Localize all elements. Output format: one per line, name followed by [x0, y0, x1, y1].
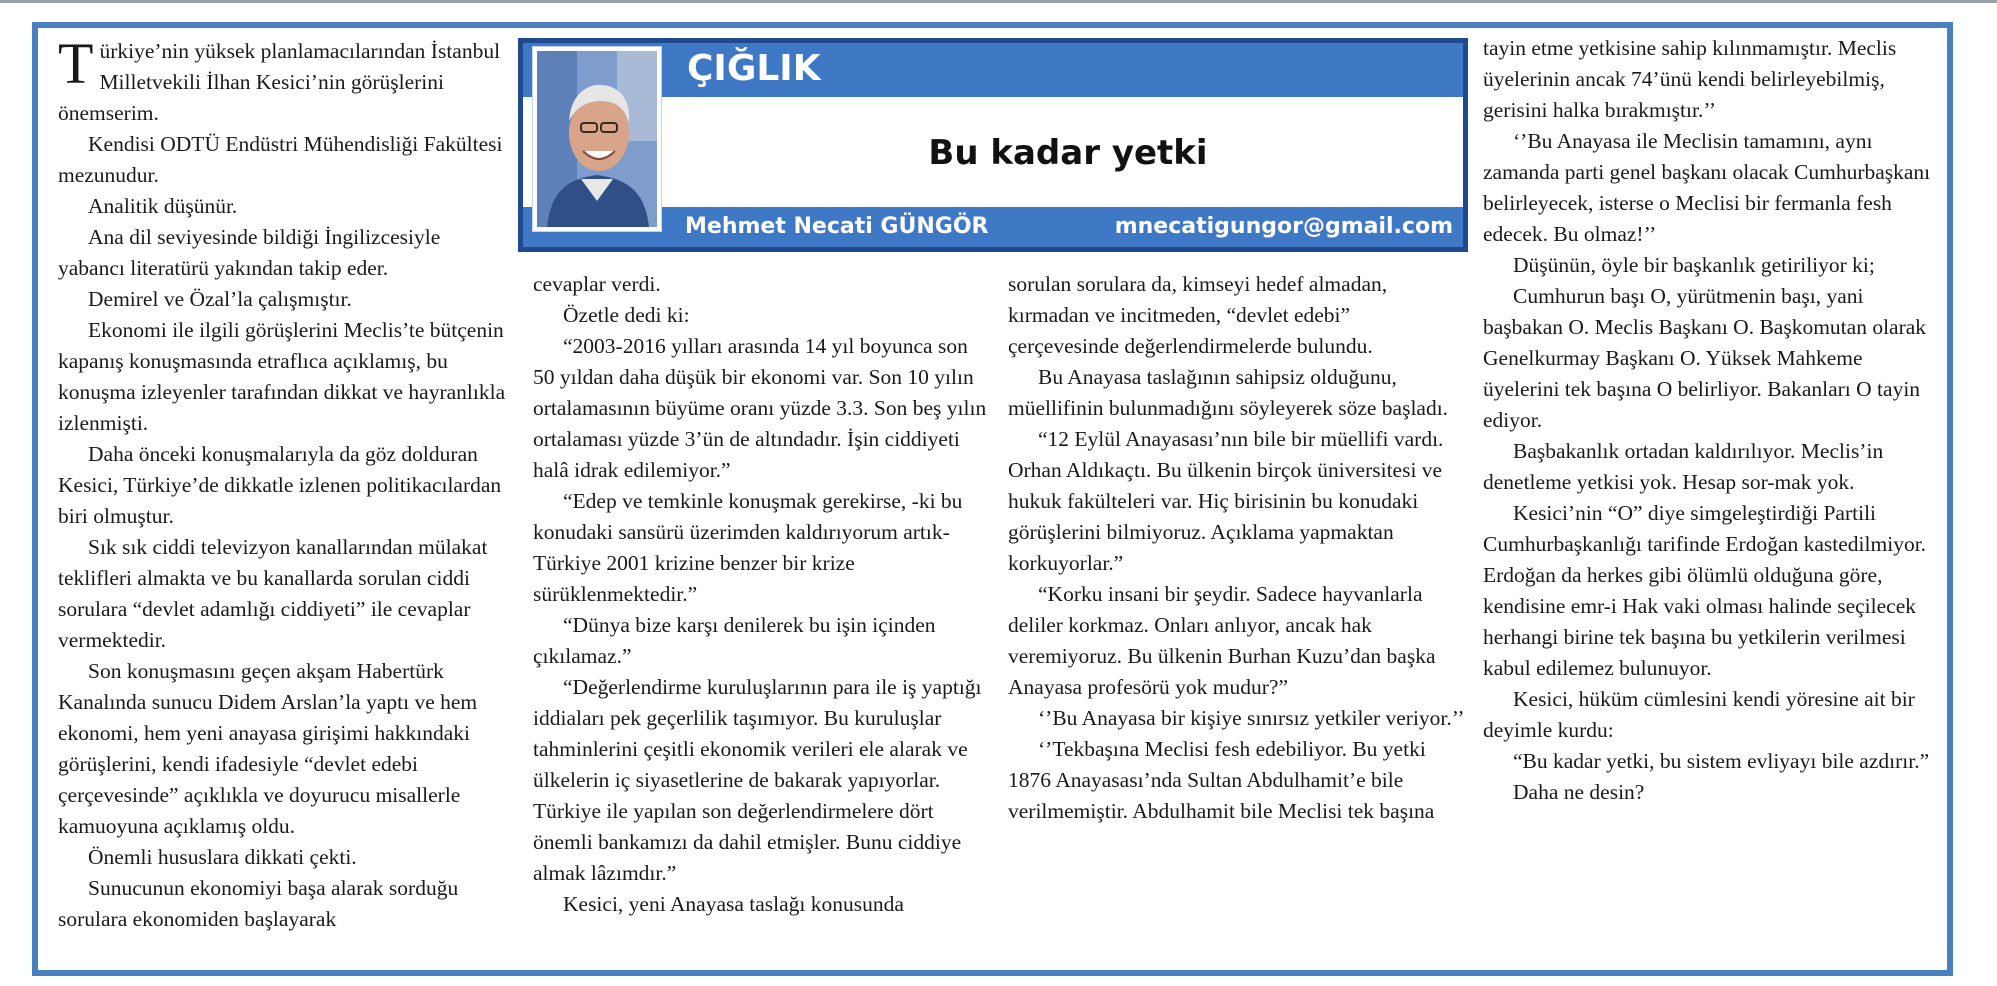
paragraph: Düşünün, öyle bir başkanlık getiriliyor ki; — [1513, 253, 1875, 277]
paragraph: Önemli hususlara dikkati çekti. — [88, 845, 357, 869]
paragraph: Başbakanlık ortadan kaldırılıyor. Meclis’in denetleme yetkisi yok. Hesap sor-mak yok. — [1483, 439, 1884, 494]
paragraph: ‘’Bu Anayasa ile Meclisin tamamını, aynı zamanda parti genel başkanı olacak Cumhurbaşkanı belirleyecek, isterse o Meclisi bir fermanla fesh edecek. Bu olmaz!’’ — [1483, 129, 1931, 246]
paragraph: Ana dil seviyesinde bildiği İngilizcesiyle yabancı literatürü yakından takip eder. — [58, 225, 441, 280]
text-column-4 — [1483, 33, 1938, 808]
top-rule — [0, 0, 1997, 3]
paragraph: Kesici, yeni Anayasa taslağı konusunda — [563, 892, 904, 916]
author-name: Mehmet Necati GÜNGÖR — [685, 214, 989, 239]
paragraph: Daha önceki konuşmalarıyla da göz dolduran Kesici, Türkiye’de dikkatle izlenen politikacılardan biri olmuştur. — [58, 442, 502, 528]
paragraph: “Dünya bize karşı denilerek bu işin içinden çıkılamaz.” — [533, 613, 936, 668]
paragraph: sorulan sorulara da, kimseyi hedef almadan, kırmadan ve incitmeden, “devlet edebi” çerçevesinde değerlendirmelerde bulundu. — [1008, 272, 1388, 358]
header-top-band — [523, 43, 1463, 97]
paragraph: “Bu kadar yetki, bu sistem evliyayı bile azdırır.” — [1513, 749, 1930, 773]
paragraph: Kesici, hüküm cümlesini kendi yöresine ait bir deyimle kurdu: — [1483, 687, 1915, 742]
column-header — [518, 38, 1468, 252]
paragraph: Sunucunun ekonomiyi başa alarak sorduğu sorulara ekonomiden başlayarak — [58, 876, 459, 931]
paragraph: “Değerlendirme kuruluşlarının para ile iş yaptığı iddiaları pek geçerlilik taşımıyor. Bu kuruluşlar tahminlerini çeşitli ekonomik verileri ele alarak ve ülkelerin iç siyasetlerine de bakarak yapıyorlar. Türkiye ile yapılan son değerlendirmelere dört önemli bankamızı da dahil etmişler. Bunu ciddiye almak lâzımdır.” — [533, 675, 982, 885]
author-portrait-icon — [533, 47, 661, 231]
paragraph: Daha ne desin? — [1513, 780, 1645, 804]
article-headline: Bu kadar yetki — [928, 133, 1208, 173]
paragraph: Son konuşmasını geçen akşam Habertürk Kanalında sunucu Didem Arslan’la yaptı ve hem ekonomi, hem yeni anayasa girişimi hakkındaki görüşlerini, kendi ifadesiyle “devlet edebi çerçevesinde” açıklıkla ve doyurucu misallerle kamuoyuna açıklamış oldu. — [58, 659, 478, 838]
paragraph: Kendisi ODTÜ Endüstri Mühendisliği Fakültesi mezunudur. — [58, 132, 503, 187]
author-email: mnecatigungor@gmail.com — [1114, 214, 1453, 239]
header-bottom-band — [523, 207, 1463, 247]
paragraph: Ekonomi ile ilgili görüşlerini Meclis’te bütçenin kapanış konuşmasında etraflıca açıklamış, bu konuşma izleyenler tarafından dikkat ve hayranlıkla izlenmişti. — [58, 318, 506, 435]
paragraph: “Korku insani bir şeydir. Sadece hayvanlarla deliler korkmaz. Onları anlıyor, ancak hak veremiyoruz. Bu ülkenin Burhan Kuzu’dan başka Anayasa profesörü yok mudur?” — [1008, 582, 1436, 699]
paragraph: ‘’Tekbaşına Meclisi fesh edebiliyor. Bu yetki 1876 Anayasası’nda Sultan Abdulhamit’e bile verilmemiştir. Abdulhamit bile Meclisi tek başına — [1008, 737, 1435, 823]
paragraph: Sık sık ciddi televizyon kanallarından mülakat teklifleri almakta ve bu kanallarda sorulan ciddi sorulara “devlet adamlığı ciddiyeti” ile cevaplar vermektedir. — [58, 535, 488, 652]
paragraph: cevaplar verdi. — [533, 272, 661, 296]
text-column-1 — [58, 31, 510, 935]
text-column-3 — [1008, 269, 1466, 827]
paragraph: Analitik düşünür. — [88, 194, 238, 218]
paragraph — [58, 31, 510, 129]
paragraph: Bu Anayasa taslağının sahipsiz olduğunu, müellifinin bulunmadığını söyleyerek söze başladı. — [1008, 365, 1449, 420]
paragraph-text: ürkiye’nin yüksek planlamacılarından İstanbul Milletvekili İlhan Kesici’nin görüşlerini önemserim. — [58, 39, 501, 125]
paragraph: Kesici’nin “O” diye simgeleştirdiği Partili Cumhurbaşkanlığı tarifinde Erdoğan kastedilmiyor. Erdoğan da herkes gibi ölümlü olduğuna göre, kendisine emr-i Hak vaki olması halinde seçilecek herhangi birine tek başına bu yetkilerin verilmesi kabul edilemez bulunuyor. — [1483, 501, 1927, 680]
column-brand: ÇIĞLIK — [687, 48, 821, 89]
paragraph: “Edep ve temkinle konuşmak gerekirse, -ki bu konudaki sansürü üzerimden kaldırıyorum artık- Türkiye 2001 krizine benzer bir krize sürüklenmektedir.” — [533, 489, 963, 606]
paragraph: Cumhurun başı O, yürütmenin başı, yani başbakan O. Meclis Başkanı O. Başkomutan olarak Genelkurmay Başkanı O. Yüksek Mahkeme üyelerini tek başına O belirliyor. Bakanları O tayin ediyor. — [1483, 284, 1927, 432]
paragraph: ‘’Bu Anayasa bir kişiye sınırsız yetkiler veriyor.’’ — [1038, 706, 1465, 730]
drop-cap: T — [58, 31, 94, 96]
paragraph: Demirel ve Özal’la çalışmıştır. — [88, 287, 352, 311]
text-column-2 — [533, 269, 990, 920]
paragraph: “2003-2016 yılları arasında 14 yıl boyunca son 50 yıldan daha düşük bir ekonomi var. Son 10 yılın ortalamasının büyüme oranı yüzde 3.3. Son beş yılın ortalaması yüzde 3’ün de altındadır. İşin ciddiyeti halâ idrak edilemiyor.” — [533, 334, 987, 482]
paragraph: Özetle dedi ki: — [563, 303, 690, 327]
paragraph: “12 Eylül Anayasası’nın bile bir müellifi vardı. Orhan Aldıkaçtı. Bu ülkenin birçok üniversitesi ve hukuk fakülteleri var. Hiç birisinin bu konudaki görüşlerini bilmiyoruz. Açıklama yapmaktan korkuyorlar.” — [1008, 427, 1444, 575]
paragraph: tayin etme yetkisine sahip kılınmamıştır. Meclis üyelerinin ancak 74’ünü kendi belirleyebilmiş, gerisini halka bırakmıştır.’’ — [1483, 36, 1897, 122]
